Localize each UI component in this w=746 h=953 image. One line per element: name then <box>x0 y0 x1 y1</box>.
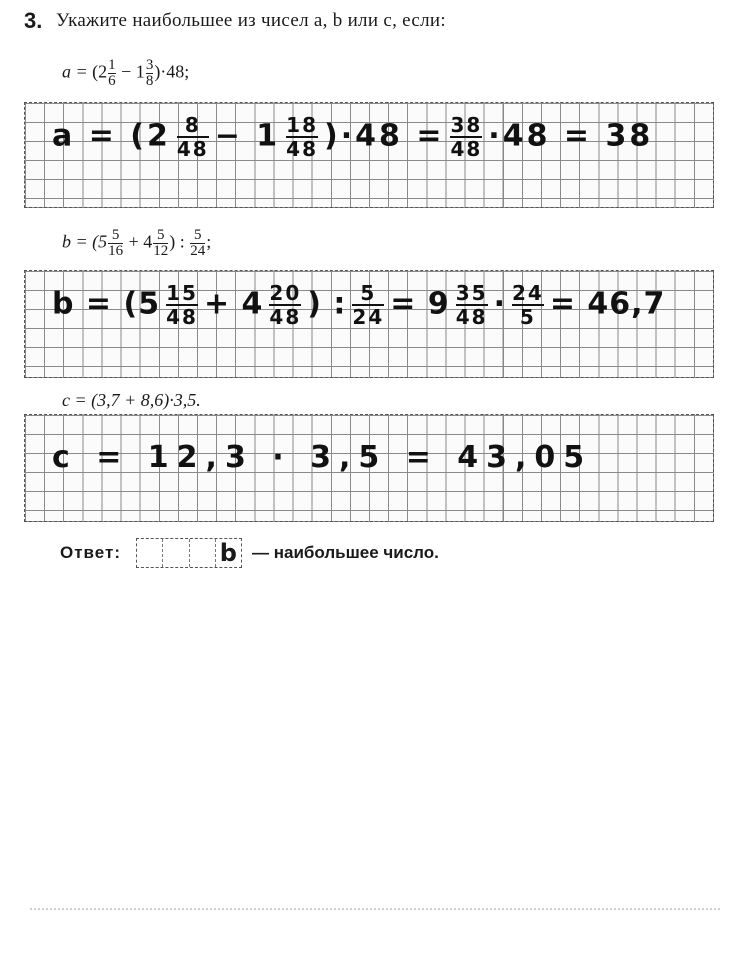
formula-b-fraction-3: $\frac{5}{24}$ <box>190 227 206 259</box>
formula-a-close: )·48; <box>154 61 190 82</box>
work-a: a = (2 $\frac{8}{48}$ − 1 $\frac{18}{48}$ )·48 = $\frac{38}{48}$ ·48 = 38 <box>52 113 654 161</box>
work-b-fraction-5: $\frac{24}{5}$ <box>511 281 544 329</box>
formula-b <box>62 228 211 259</box>
work-a-fraction-3: $\frac{38}{48}$ <box>450 113 483 161</box>
answer-box[interactable] <box>136 538 242 568</box>
formula-b-end: ; <box>206 231 212 252</box>
formula-a-fraction-1: $\frac{1}{6}$ <box>108 57 116 89</box>
formula-a-minus: − 1 <box>116 61 145 82</box>
answer-tail: — наибольшее число. <box>252 543 439 562</box>
work-b-fraction-1: $\frac{15}{48}$ <box>166 281 198 329</box>
work-b-fraction-3: $\frac{5}{24}$ <box>352 281 385 329</box>
answer-label: Ответ: <box>60 543 121 562</box>
answer-value: b <box>219 539 237 567</box>
answer-cell <box>163 539 189 567</box>
formula-b-mid: ) : <box>169 231 190 252</box>
formula-b-lhs: b = (5 <box>62 231 108 252</box>
formula-c: c = (3,7 + 8,6)·3,5. <box>62 390 201 410</box>
formula-a-lhs: a = <box>62 61 93 82</box>
work-b-fraction-4: $\frac{35}{48}$ <box>455 281 488 329</box>
work-a-fraction-1: $\frac{8}{48}$ <box>176 113 209 161</box>
footer-divider <box>30 908 720 910</box>
task-number: 3. <box>24 8 43 33</box>
work-b: b = (5 $\frac{15}{48}$ + 4 $\frac{20}{48}$ ) : $\frac{5}{24}$ = 9 $\frac{35}{48}$ · $\frac{24}{5}$ = 46,7 <box>52 281 666 329</box>
formula-b-plus: + 4 <box>124 231 153 252</box>
task-statement: Укажите наибольшее из чисел a, b или c, если: <box>56 10 446 31</box>
work-a-fraction-2: $\frac{18}{48}$ <box>286 113 319 161</box>
answer-cell <box>190 539 216 567</box>
formula-a-fraction-2: $\frac{3}{8}$ <box>145 57 154 89</box>
formula-b-fraction-2: $\frac{5}{12}$ <box>153 227 169 259</box>
answer-cell <box>137 539 163 567</box>
formula-b-fraction-1: $\frac{5}{16}$ <box>108 227 124 259</box>
work-b-fraction-2: $\frac{20}{48}$ <box>269 281 302 329</box>
formula-a-open: (2 <box>92 61 108 82</box>
formula-a <box>62 58 189 89</box>
work-c: c = 12,3 · 3,5 = 43,05 <box>52 440 593 475</box>
